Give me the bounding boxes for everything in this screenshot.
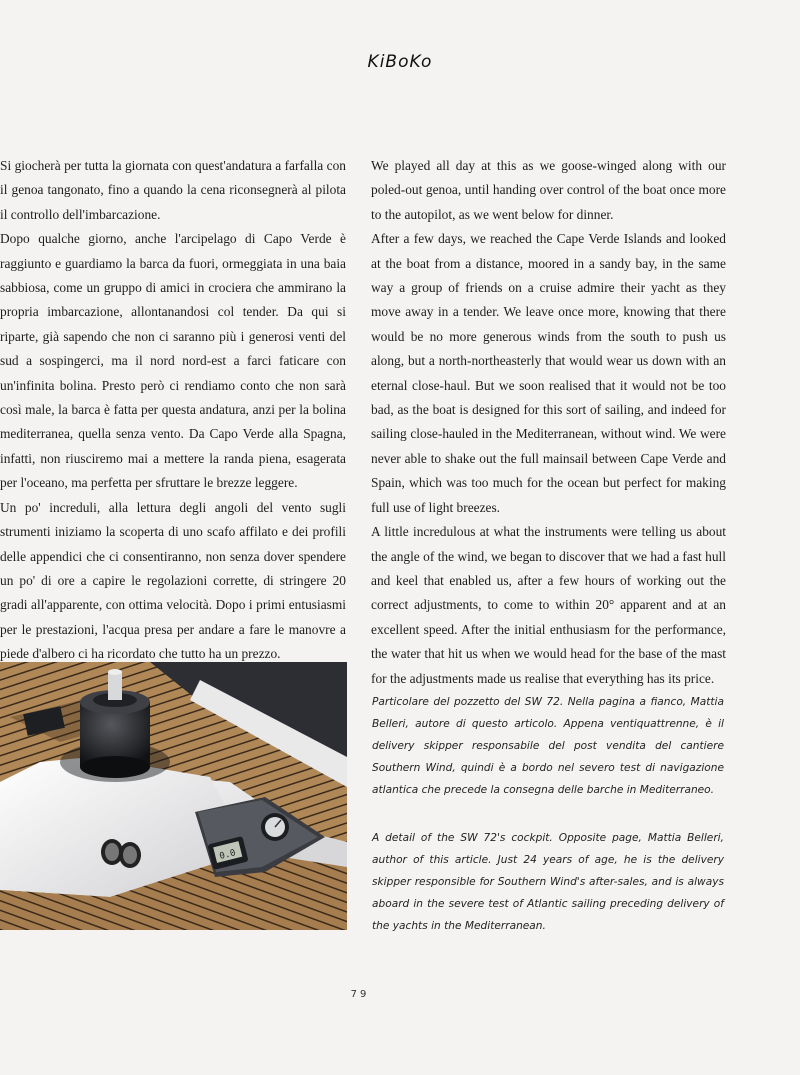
photo-caption-italian <box>372 691 724 801</box>
caption-italian-text: Particolare del pozzetto del SW 72. Nella pagina a fianco, Mattia Belleri, autore di questo articolo. Appena ventiquattrenne, è il delivery skipper responsabile del post vendita del cantiere Southern Wind, quindi è a bordo nel severo test di navigazione atlantica che precede la consegna delle barche in Mediterraneo. <box>372 696 724 796</box>
english-paragraph-2: After a few days, we reached the Cape Verde Islands and looked at the boat from a distance, moored in a sandy bay, in the same way a group of friends on a cruise admire their yacht as they move away in a tender. We leave once more, knowing that there would be no more generous winds from the south to push us along, but a north-northeasterly that would wear us down with an eternal close-haul. But we soon realised that it would not be too bad, as the boat is designed for this sort of sailing, and indeed for sailing close-hauled in the Mediterranean, without wind. We were never able to shake out the full mainsail between Cape Verde and Spain, which was too much for the ocean but perfect for making full use of light breezes. <box>371 231 726 515</box>
instrument-display-reading: 0.0 <box>218 848 237 862</box>
english-paragraph-3: A little incredulous at what the instruments were telling us about the angle of the wind, we began to discover that we had a fast hull and keel that enabled us, after a few hours of working out the correct adjustments, to come to within 20° apparent and at an excellent speed. After the initial enthusiasm for the performance, the water that hit us when we would head for the base of the mast for the adjustments made us realise that everything has its price. <box>371 524 726 686</box>
cockpit-photo-drawing <box>0 662 347 930</box>
italian-paragraph-2: Dopo qualche giorno, anche l'arcipelago di Capo Verde è raggiunto e guardiamo la barca da fuori, ormeggiata in una baia sabbiosa, come un gruppo di amici in crociera che ammirano la propria imbarcazione, allontanandosi col tender. Da qui si riparte, già sapendo che non ci saranno più i generosi venti del sud a sospingerci, ma il nord nord-est a farci faticare con un'infinita bolina. Presto però ci rendiamo conto che non sarà così male, la barca è fatta per questa andatura, anzi per la bolina mediterranea, quella senza vento. Da Capo Verde alla Spagna, infatti, non riusciremo mai a mettere la randa piena, esagerata per l'oceano, ma perfetta per sfruttare le brezze leggere. <box>0 231 346 491</box>
photo-caption-english <box>372 827 724 937</box>
magazine-logo: KiBoKo <box>367 52 433 72</box>
italian-article-column <box>0 154 346 667</box>
italian-paragraph-3: Un po' increduli, alla lettura degli angoli del vento sugli strumenti iniziamo la scoperta di uno scafo affilato e dei profili delle appendici che ci consentiranno, non senza dover spendere un po' di ore a capire le regolazioni corrette, di stringere 20 gradi all'apparente, con ottima velocità. Dopo i primi entusiasmi per le prestazioni, l'acqua presa per andare a fare le manovre a piede d'albero ci ha ricordato che tutto ha un prezzo. <box>0 499 346 662</box>
cockpit-photo <box>0 662 347 930</box>
caption-english-text: A detail of the SW 72's cockpit. Opposite page, Mattia Belleri, author of this article. Just 24 years of age, he is the delivery skipper responsible for Southern Wind's after-sales, and is always aboard in the severe test of Atlantic sailing preceding delivery of the yachts in the Mediterranean. <box>372 832 724 932</box>
english-paragraph-1: We played all day at this as we goose-winged along with our poled-out genoa, until handing over control of the boat once more to the autopilot, as we went below for dinner. <box>371 158 726 222</box>
page-number: 79 <box>350 989 370 1000</box>
english-article-column <box>371 154 726 691</box>
italian-paragraph-1: Si giocherà per tutta la giornata con quest'andatura a farfalla con il genoa tangonato, fino a quando la cena riconsegnerà al pilota il controllo dell'imbarcazione. <box>0 158 346 222</box>
